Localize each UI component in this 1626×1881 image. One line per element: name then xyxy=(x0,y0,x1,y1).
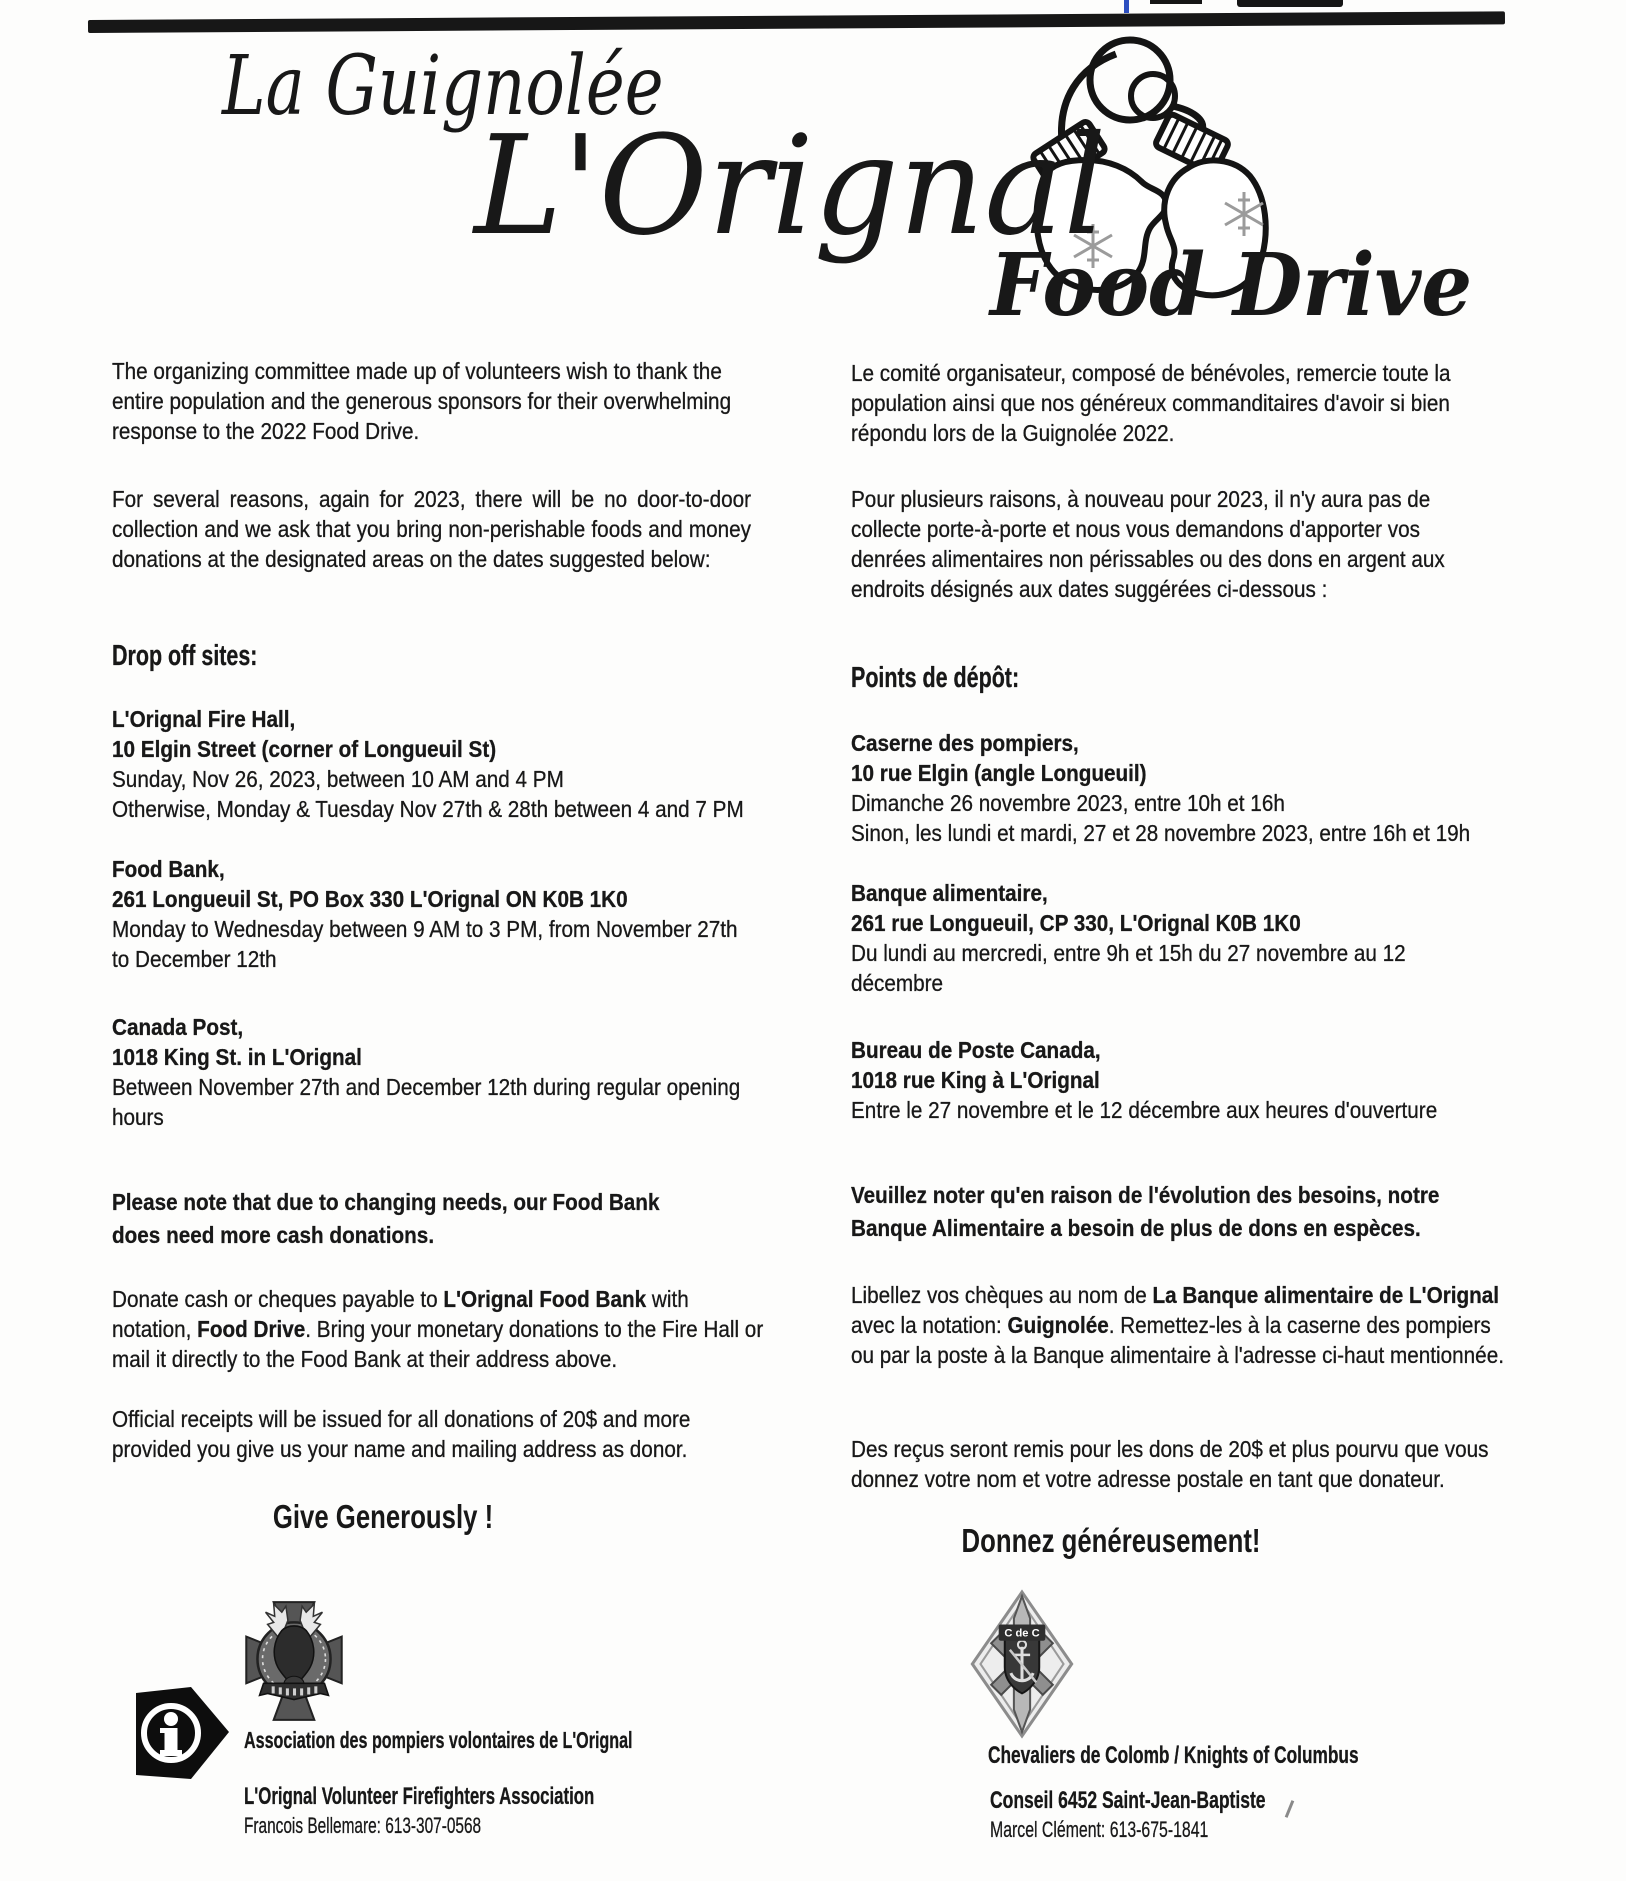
site-address: 1018 rue King à L'Orignal xyxy=(851,1067,1100,1093)
fr-site-canada-post xyxy=(851,1035,1437,1125)
fr-org-council: Conseil 6452 Saint-Jean-Baptiste xyxy=(990,1787,1266,1814)
knights-of-columbus-emblem xyxy=(968,1588,1076,1740)
en-cta-heading: Give Generously ! xyxy=(272,1498,494,1535)
fr-site-fire-hall xyxy=(851,728,1470,848)
site-name: Caserne des pompiers, xyxy=(851,730,1079,756)
en-cash-note: Please note that due to changing needs, our Food Bank does need more cash donations. xyxy=(112,1189,660,1248)
fr-receipts-paragraph: Des reçus seront remis pour les dons de 20$ et plus pourvu que vous donnez votre nom et votre adresse postale en tant que donateur. xyxy=(851,1436,1489,1492)
site-name: Banque alimentaire, xyxy=(851,880,1048,906)
site-schedule: Sunday, Nov 26, 2023, between 10 AM and 4 PM xyxy=(112,766,564,792)
en-dropoff-heading: Drop off sites: xyxy=(112,640,258,672)
donate-text: . Bring your monetary donations to the Fire Hall or mail it directly to the Food Bank at their address above. xyxy=(112,1316,764,1372)
fr-dropoff-heading: Points de dépôt: xyxy=(851,662,1020,694)
site-schedule: Entre le 27 novembre et le 12 décembre aux heures d'ouverture xyxy=(851,1097,1438,1123)
scan-artifact-blue xyxy=(1124,0,1129,13)
site-address: 261 rue Longueuil, CP 330, L'Orignal K0B 1K0 xyxy=(851,910,1301,936)
scan-artifact-black-1 xyxy=(1150,0,1202,4)
site-name: Food Bank, xyxy=(112,856,225,882)
en-intro-paragraph: The organizing committee made up of volunteers wish to thank the entire population and the generous sponsors for their overwhelming response to the 2022 Food Drive. xyxy=(112,358,732,444)
cheques-bold-payee: La Banque alimentaire de L'Orignal xyxy=(1152,1282,1500,1308)
scan-artifact-black-2 xyxy=(1237,0,1343,7)
site-address: 261 Longueuil St, PO Box 330 L'Orignal ON K0B 1K0 xyxy=(112,886,628,912)
kofc-initials: C de C xyxy=(1004,1627,1040,1640)
en-donate-paragraph xyxy=(112,1284,772,1374)
en-site-canada-post xyxy=(112,1012,740,1132)
donate-text: with notation, xyxy=(112,1286,689,1342)
site-schedule: décembre xyxy=(851,970,944,996)
en-site-fire-hall xyxy=(112,704,744,824)
fr-cash-note: Veuillez noter qu'en raison de l'évolution des besoins, notre Banque Alimentaire a besoin de plus de dons en espèces. xyxy=(851,1182,1440,1241)
cheques-text: . Remettez-les à la caserne des pompiers ou par la poste à la Banque alimentaire à l'adresse ci-haut mentionnée. xyxy=(851,1312,1504,1368)
fr-org-contact: Marcel Clément: 613-675-1841 xyxy=(990,1817,1209,1842)
site-name: Bureau de Poste Canada, xyxy=(851,1037,1101,1063)
donate-text: Donate cash or cheques payable to xyxy=(112,1286,444,1312)
site-schedule: Sinon, les lundi et mardi, 27 et 28 novembre 2023, entre 16h et 19h xyxy=(851,820,1471,846)
site-schedule: Du lundi au mercredi, entre 9h et 15h du 27 novembre au 12 xyxy=(851,940,1406,966)
site-schedule: Between November 27th and December 12th during regular opening xyxy=(112,1074,741,1100)
cheques-bold-notation: Guignolée xyxy=(1007,1312,1109,1338)
cheques-text: Libellez vos chèques au nom de xyxy=(851,1282,1153,1308)
donate-bold-payee: L'Orignal Food Bank xyxy=(443,1286,647,1312)
site-address: 1018 King St. in L'Orignal xyxy=(112,1044,362,1070)
site-schedule: to December 12th xyxy=(112,946,277,972)
site-schedule: hours xyxy=(112,1104,164,1130)
site-address: 10 rue Elgin (angle Longueuil) xyxy=(851,760,1147,786)
fr-no-collection-paragraph: Pour plusieurs raisons, à nouveau pour 2023, il n'y aura pas de collecte porte-à-porte et nous vous demandons d'apporter vos denrées alimentaires non périssables ou des dons en argent aux endroits désignés aux dates suggérées ci-dessous : xyxy=(851,486,1445,602)
flyer-title: L'Orignal xyxy=(474,107,1107,266)
site-address: 10 Elgin Street (corner of Longueuil St) xyxy=(112,736,497,762)
en-org-name-fr: Association des pompiers volontaires de L'Orignal xyxy=(244,1727,633,1753)
fr-cta-heading: Donnez généreusement! xyxy=(961,1522,1261,1559)
site-schedule: Otherwise, Monday & Tuesday Nov 27th & 28th between 4 and 7 PM xyxy=(112,796,744,822)
flyer-kicker: La Guignolée xyxy=(222,39,664,134)
fr-cheques-paragraph xyxy=(851,1280,1511,1370)
flyer-subtitle: Food Drive xyxy=(990,235,1473,336)
en-org-contact: Francois Bellemare: 613-307-0568 xyxy=(244,1813,482,1838)
fr-site-food-bank xyxy=(851,878,1406,998)
fr-intro-paragraph: Le comité organisateur, composé de bénévoles, remercie toute la population ainsi que nos généreux commanditaires d'avoir si bien répondu lors de la Guignolée 2022. xyxy=(851,360,1451,446)
en-org-name-en: L'Orignal Volunteer Firefighters Association xyxy=(244,1783,595,1810)
fr-org-name: Chevaliers de Colomb / Knights of Columbus xyxy=(988,1742,1359,1769)
site-schedule: Dimanche 26 novembre 2023, entre 10h et 16h xyxy=(851,790,1285,816)
site-schedule: Monday to Wednesday between 9 AM to 3 PM, from November 27th xyxy=(112,916,738,942)
site-name: Canada Post, xyxy=(112,1014,244,1040)
info-arrow-icon xyxy=(133,1681,233,1784)
cheques-text: avec la notation: xyxy=(851,1312,1008,1338)
en-no-collection-paragraph: For several reasons, again for 2023, there will be no door-to-door collection and we ask that you bring non-perishable foods and money donations at the designated areas on the dates suggested below: xyxy=(112,486,751,572)
en-site-food-bank xyxy=(112,854,738,974)
firefighter-moose-badge xyxy=(243,1596,345,1730)
scan-artifact-slash xyxy=(1285,1800,1295,1818)
site-name: L'Orignal Fire Hall, xyxy=(112,706,296,732)
en-receipts-paragraph: Official receipts will be issued for all donations of 20$ and more provided you give us your name and mailing address as donor. xyxy=(112,1406,691,1462)
donate-bold-notation: Food Drive xyxy=(197,1316,306,1342)
